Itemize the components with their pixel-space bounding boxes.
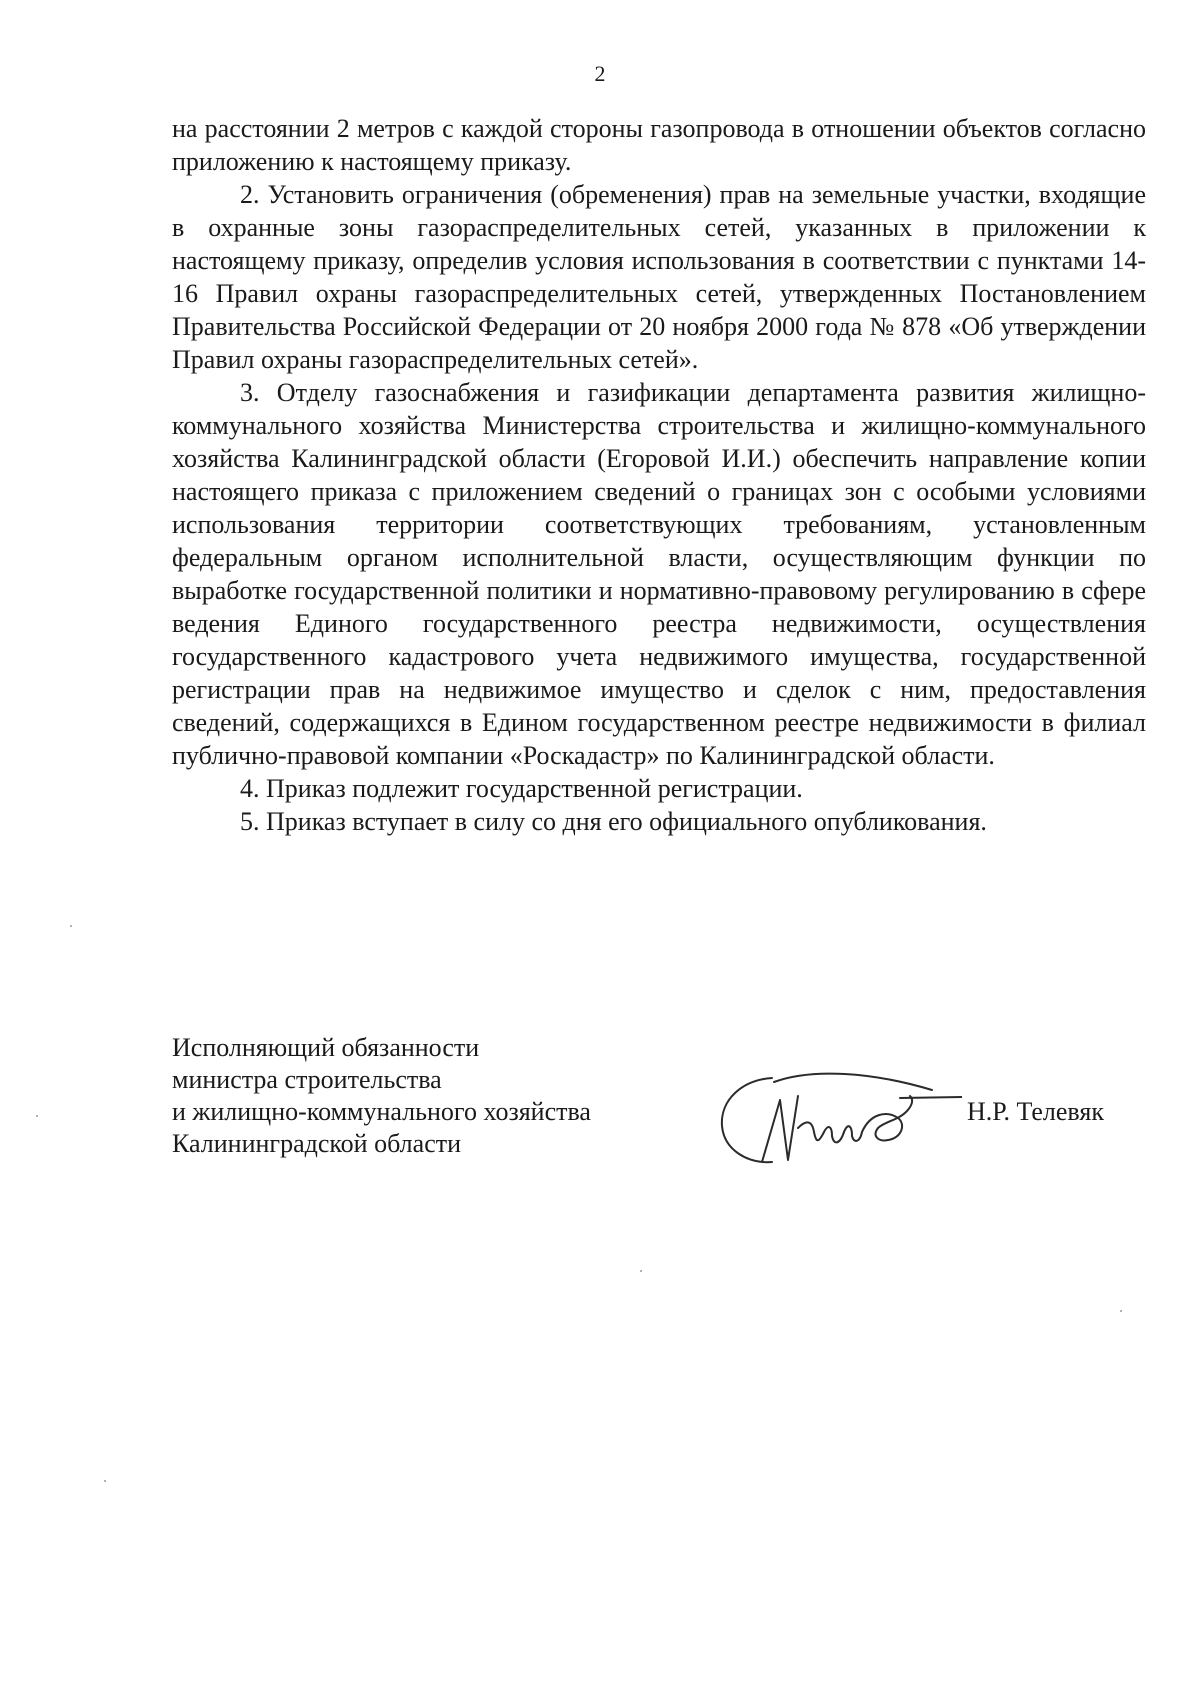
- paragraph-continuation: на расстоянии 2 метров с каждой стороны газопровода в отношении объектов согласно приложению к настоящему приказу.: [172, 114, 1146, 176]
- handwritten-signature-image: [702, 1070, 962, 1180]
- signatory-name: Н.Р. Телевяк: [967, 1097, 1104, 1126]
- signatory-position-line: Калининградской области: [172, 1129, 462, 1158]
- page-number: 2: [594, 61, 606, 86]
- scan-speck: [70, 925, 72, 927]
- scan-speck: [1120, 1310, 1122, 1312]
- paragraph-item-3: 3. Отделу газоснабжения и газификации департамента развития жилищно-коммунального хозяйства Министерства строительства и жилищно-коммунального хозяйства Калининградской области (Егоровой И.И.) обеспечить направление копии настоящего приказа с приложением сведений о границах зон с особыми условиями использования территории соответствующих требованиям, установленным федеральным органом исполнительной власти, осуществляющим функции по выработке государственной политики и нормативно-правовому регулированию в сфере ведения Единого государственного реестра недвижимости, осуществления государственного кадастрового учета недвижимого имущества, государственной регистрации прав на недвижимое имущество и сделок с ним, предоставления сведений, содержащихся в Едином государственном реестре недвижимости в филиал публично-правовой компании «Роскадастр» по Калининградской области.: [172, 378, 1146, 770]
- scan-speck: [640, 1270, 642, 1272]
- signatory-position: [172, 1032, 692, 1160]
- document-body: [172, 112, 1146, 838]
- scan-speck: [36, 1115, 38, 1117]
- paragraph-item-4: 4. Приказ подлежит государственной регистрации.: [240, 774, 803, 803]
- signature-block: [172, 1032, 1146, 1182]
- paragraph-item-5: 5. Приказ вступает в силу со дня его официального опубликования.: [240, 807, 987, 836]
- signatory-position-line: Исполняющий обязанности: [172, 1033, 480, 1062]
- signatory-position-line: министра строительства: [172, 1065, 442, 1094]
- scan-speck: [104, 1480, 106, 1482]
- signatory-position-line: и жилищно-коммунального хозяйства: [172, 1097, 591, 1126]
- paragraph-item-2: 2. Установить ограничения (обременения) прав на земельные участки, входящие в охранные зоны газораспределительных сетей, указанных в приложении к настоящему приказу, определив условия использования в соответствии с пунктами 14-16 Правил охраны газораспределительных сетей, утвержденных Постановлением Правительства Российской Федерации от 20 ноября 2000 года № 878 «Об утверждении Правил охраны газораспределительных сетей».: [172, 180, 1146, 374]
